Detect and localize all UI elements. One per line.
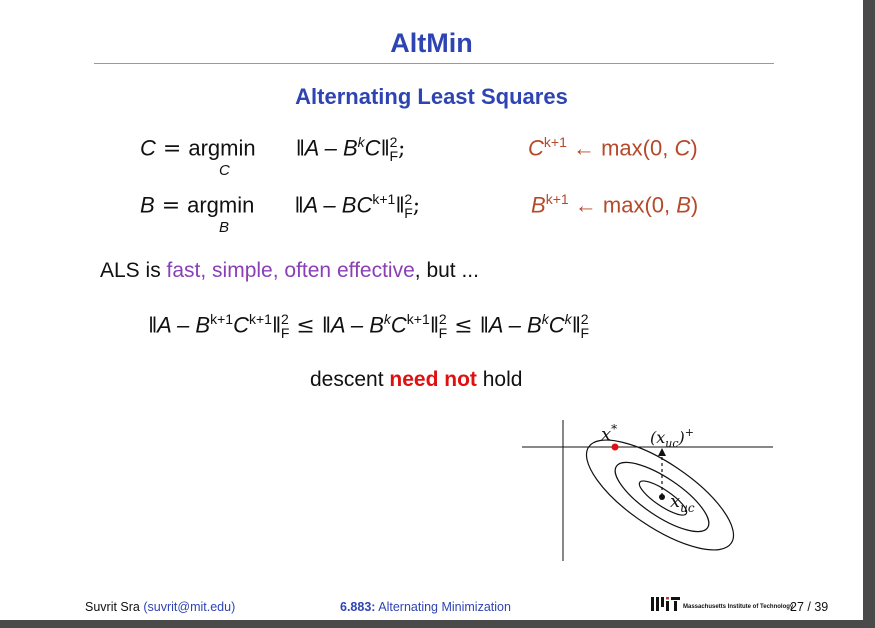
footer-institute: Massachusetts Institute of Technology: [683, 604, 794, 610]
slide-title: AltMin: [390, 28, 473, 58]
slide-shadow-bottom: [0, 620, 875, 628]
equation-c-update: C = argmin ‖A – $B^kC‖^2_F$;: [140, 134, 406, 164]
slide-shadow-right: [863, 0, 875, 628]
argmin-subscript-c: C: [219, 162, 230, 179]
level-set-figure: [515, 415, 780, 565]
slide-subtitle: Alternating Least Squares: [295, 84, 568, 109]
projection-rule-b: $B^{k+1}$ ← max(0, B): [531, 191, 699, 218]
argmin-subscript-b: B: [219, 219, 230, 236]
unconstrained-minimizer-point: [659, 494, 665, 500]
equation-b-update: B = argmin ‖A – $BC^{k+1}‖^2_F$;: [140, 191, 421, 221]
footer-page-number: 27 / 39: [790, 600, 829, 614]
projection-rule-c: $C^{k+1}$ ← max(0, C): [528, 134, 698, 161]
x-star-label: x*: [601, 422, 618, 445]
footer-course: 6.883: Alternating Minimization: [340, 600, 511, 614]
projected-point-label: $(x_{uc})^+$: [650, 426, 694, 450]
x-uc-label: $x_{uc}$: [670, 491, 695, 515]
mit-logo-icon: [651, 597, 681, 613]
als-statement: ALS is fast, simple, often effective, but ...: [100, 259, 479, 282]
descent-statement: descent need not hold: [310, 368, 523, 391]
footer-email[interactable]: (suvrit@mit.edu): [143, 600, 236, 614]
footer-author: Suvrit Sra (suvrit@mit.edu): [85, 600, 236, 614]
descent-inequality: ‖A – $B^{k+1}C^{k+1}‖^2_F$ ≤ ‖A – $B^kC^{k+1}‖^2_F$ ≤ ‖A – $B^kC^k‖^2_F$: [148, 311, 590, 341]
constrained-minimizer-point: [612, 444, 619, 451]
title-rule: [94, 63, 774, 64]
